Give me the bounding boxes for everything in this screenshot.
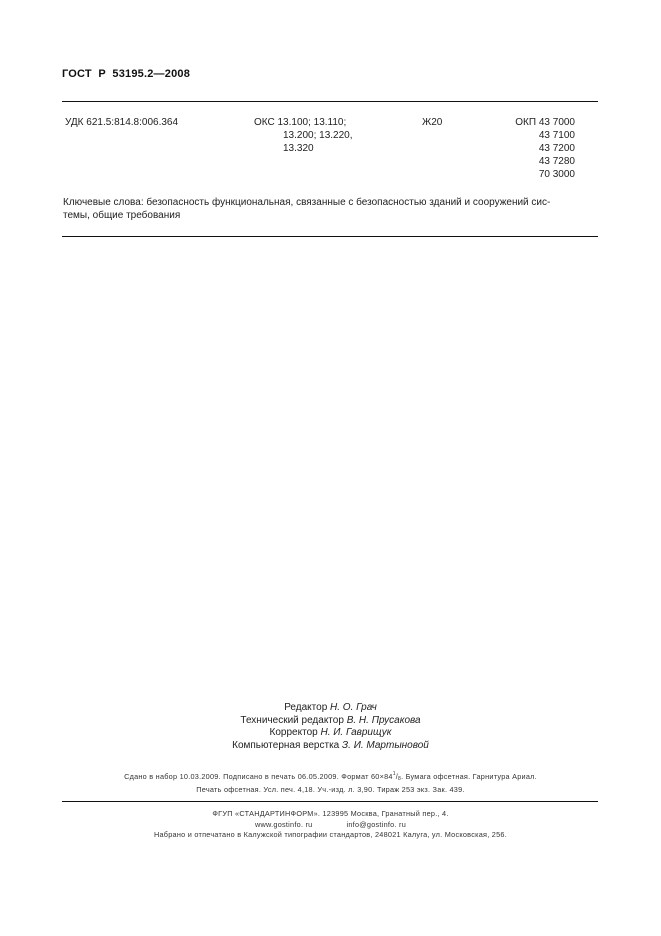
- oks-line: 13.200; 13.220,: [283, 130, 353, 141]
- credit-name: З. И. Мартыновой: [342, 739, 429, 751]
- credit-layout: [0, 740, 661, 753]
- zh-code: Ж20: [422, 117, 443, 128]
- credit-role: Компьютерная верстка: [232, 739, 340, 751]
- publisher-line: ФГУП «СТАНДАРТИНФОРМ». 123995 Москва, Гранатный пер., 4.: [212, 809, 449, 818]
- okp-line: 43 7100: [538, 130, 575, 141]
- publisher-email: info@gostinfo. ru: [346, 819, 407, 829]
- credit-editor: [0, 702, 661, 715]
- header-rule: [62, 101, 598, 102]
- format-sup: 1: [392, 771, 396, 777]
- credit-name: В. Н. Прусакова: [346, 714, 421, 726]
- publisher-website: www.gostinfo. ru: [254, 819, 313, 829]
- document-code: ГОСТ Р 53195.2—2008: [62, 68, 191, 80]
- format-slash: /: [395, 772, 399, 781]
- publisher-line: Набрано и отпечатано в Калужской типографии стандартов, 248021 Калуга, ул. Московская, 256.: [153, 830, 507, 839]
- print-info-text: . Бумага офсетная. Гарнитура Ариал.: [401, 772, 537, 781]
- oks-line: ОКС 13.100; 13.110;: [254, 117, 347, 128]
- credit-tech-editor: [0, 715, 661, 728]
- keywords-line: Ключевые слова: безопасность функциональная, связанные с безопасностью зданий и сооружений сис-: [63, 197, 551, 208]
- credit-name: Н. О. Грач: [330, 702, 377, 713]
- okp-codes: [505, 116, 575, 181]
- publisher-rule: [62, 801, 598, 802]
- credits-block: [0, 702, 661, 752]
- credit-role: Технический редактор: [240, 714, 344, 726]
- keywords: [63, 196, 601, 222]
- format-sub: 8: [398, 776, 402, 782]
- keywords-rule: [62, 236, 598, 237]
- oks-codes: [254, 116, 353, 155]
- okp-line: ОКП 43 7000: [515, 117, 575, 128]
- print-info-line: [0, 769, 661, 785]
- print-info-text: Сдано в набор 10.03.2009. Подписано в печать 06.05.2009. Формат 60×84: [124, 772, 393, 781]
- credit-role: Редактор: [284, 702, 328, 713]
- udk-code: УДК 621.5:814.8:006.364: [65, 117, 179, 128]
- print-info-line: Печать офсетная. Усл. печ. 4,18. Уч.-изд. л. 3,90. Тираж 253 экз. Зак. 439.: [196, 784, 465, 794]
- publisher-info: [0, 809, 661, 841]
- keywords-line: темы, общие требования: [63, 210, 181, 221]
- credit-name: Н. И. Гаврищук: [320, 727, 392, 738]
- publisher-contacts: [0, 820, 661, 831]
- print-info: [0, 769, 661, 795]
- oks-line: 13.320: [283, 143, 314, 154]
- credit-proofreader: [0, 727, 661, 740]
- okp-line: 43 7280: [538, 156, 575, 167]
- okp-line: 70 3000: [538, 169, 575, 180]
- okp-line: 43 7200: [538, 143, 575, 154]
- credit-role: Корректор: [269, 727, 318, 738]
